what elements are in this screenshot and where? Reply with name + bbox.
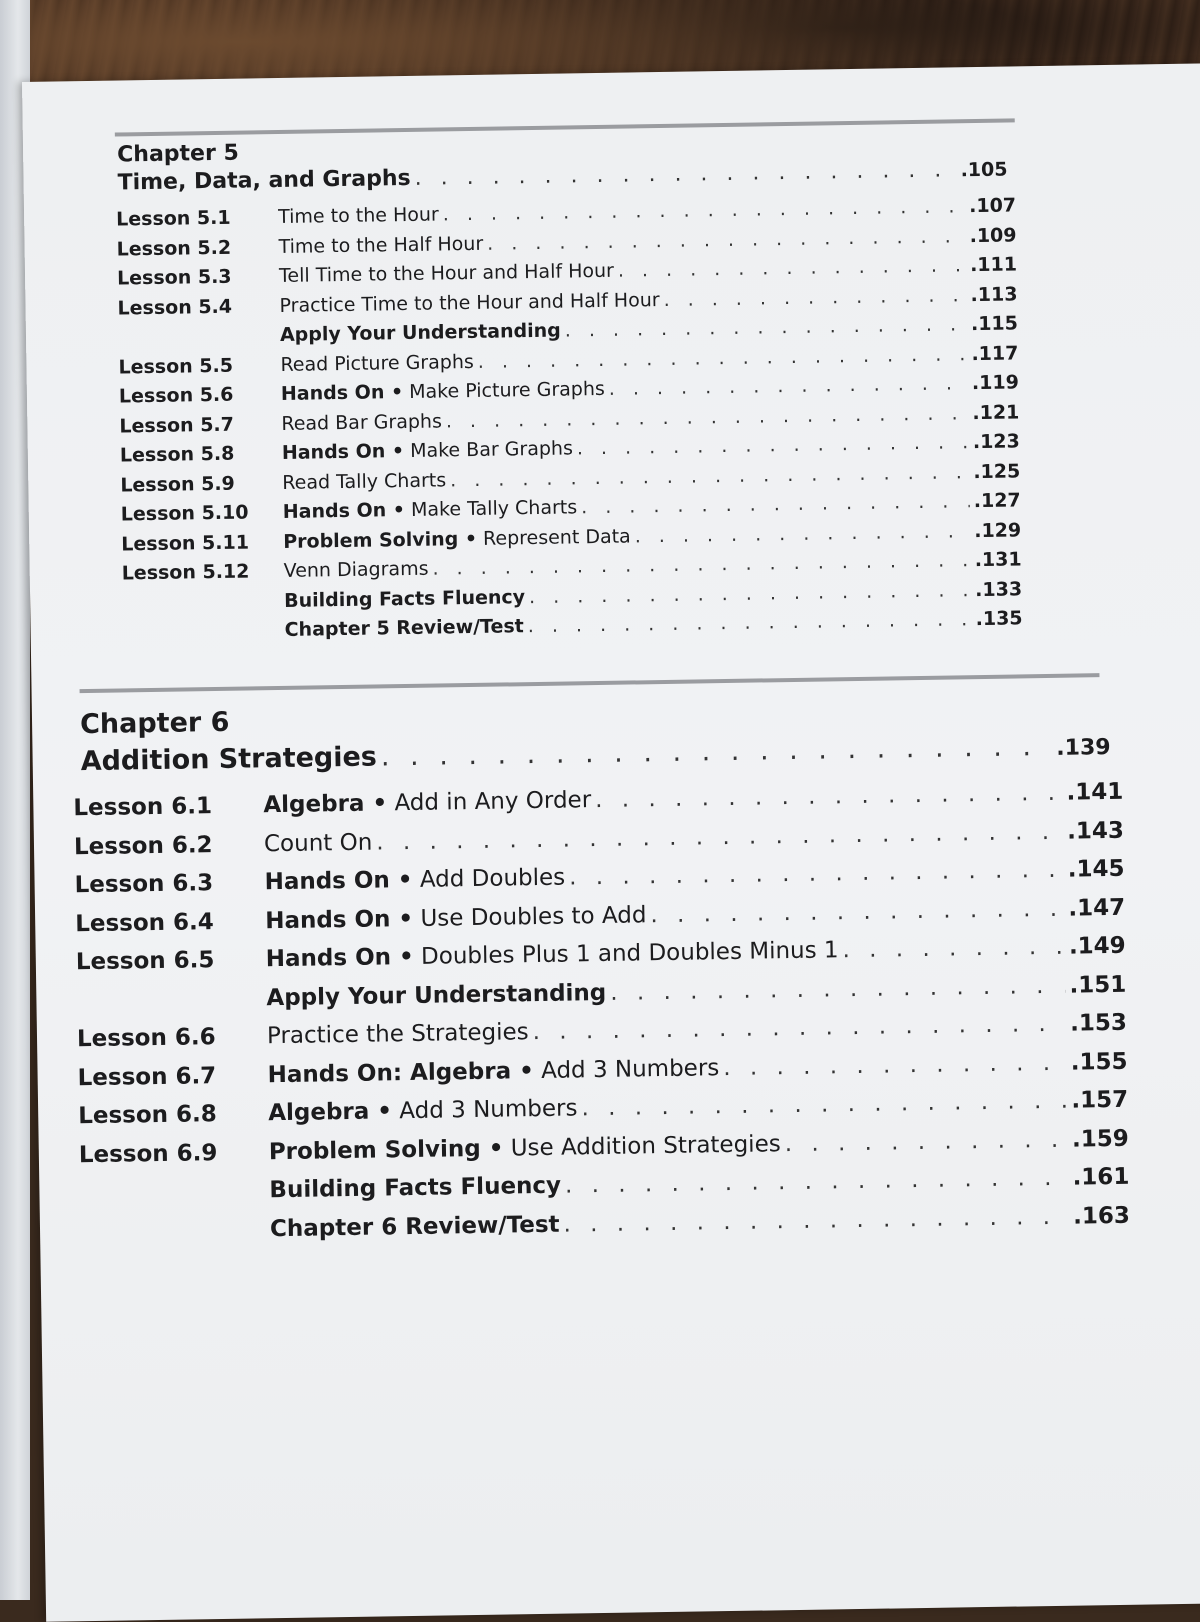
lesson-number: Lesson 5.1	[116, 206, 278, 231]
chapter6-divider	[80, 673, 1100, 693]
leader-dots	[650, 895, 1064, 927]
leader-dots	[565, 313, 968, 341]
lesson-title	[265, 902, 647, 934]
leader-dots	[581, 490, 970, 518]
page-number: .157	[1071, 1087, 1128, 1114]
lesson-title	[267, 1055, 719, 1088]
lesson-title-text: Add 3 Numbers	[392, 1095, 578, 1124]
page-number: .143	[1067, 817, 1124, 844]
lesson-title	[269, 1173, 561, 1204]
lesson-title	[269, 1131, 781, 1165]
leader-dots	[381, 731, 1053, 773]
lesson-title-text: Venn Diagrams	[284, 558, 429, 582]
toc-entry[interactable]	[79, 1125, 1129, 1167]
toc-entry[interactable]	[77, 1010, 1127, 1052]
lesson-title	[281, 410, 442, 435]
leader-dots	[478, 343, 968, 373]
page-number: .151	[1069, 971, 1126, 998]
lesson-title	[280, 320, 561, 346]
page-number: .111	[970, 253, 1017, 276]
lesson-number: Lesson 5.9	[120, 471, 282, 496]
lesson-title-prefix: Hands On •	[265, 905, 413, 933]
lesson-title	[282, 469, 446, 494]
lesson-title	[270, 1211, 560, 1242]
lesson-title	[266, 937, 839, 972]
lesson-title-prefix: Hands On: Algebra •	[267, 1058, 534, 1088]
leader-dots	[529, 579, 971, 608]
toc-entry[interactable]	[75, 894, 1125, 936]
toc-entry[interactable]	[122, 607, 1022, 643]
lesson-number: Lesson 6.8	[78, 1100, 268, 1129]
toc-entry[interactable]	[76, 971, 1126, 1013]
page-number: .107	[969, 194, 1016, 217]
leader-dots	[842, 934, 1065, 963]
lesson-title-prefix: Apply Your Understanding	[280, 320, 561, 346]
lesson-number	[123, 636, 285, 639]
page-number: .135	[975, 607, 1022, 630]
lesson-number: Lesson 6.2	[74, 831, 264, 860]
page-number: .133	[975, 578, 1022, 601]
lesson-title	[280, 350, 474, 375]
leader-dots	[610, 972, 1066, 1005]
lesson-title-text: Read Tally Charts	[282, 469, 446, 494]
leader-dots	[414, 157, 956, 191]
lesson-number: Lesson 6.1	[73, 792, 263, 821]
chapter6-label: Chapter 6	[80, 707, 230, 740]
page-number: .115	[971, 312, 1018, 335]
lesson-title-text: Read Bar Graphs	[281, 410, 442, 435]
leader-dots	[432, 549, 971, 579]
lesson-title-prefix: Chapter 5 Review/Test	[284, 615, 524, 641]
lesson-number: Lesson 5.7	[119, 412, 281, 437]
toc-entry[interactable]	[79, 1164, 1129, 1206]
leader-dots	[609, 372, 968, 400]
lesson-title	[283, 525, 631, 552]
page-number: .123	[973, 430, 1020, 453]
lesson-number: Lesson 5.11	[121, 530, 283, 555]
lesson-number: Lesson 5.6	[119, 383, 281, 408]
leader-dots	[581, 1088, 1067, 1122]
lesson-number	[80, 1197, 270, 1200]
lesson-title-text: Add 3 Numbers	[534, 1055, 720, 1084]
lesson-number: Lesson 6.9	[79, 1139, 269, 1168]
lesson-title-prefix: Hands On •	[266, 944, 414, 972]
lesson-title	[278, 203, 439, 228]
lesson-number	[122, 606, 284, 609]
page-number: .125	[973, 460, 1020, 483]
page-number: .161	[1072, 1164, 1129, 1191]
page-number: .145	[1068, 856, 1125, 883]
lesson-title-text: Add Doubles	[412, 865, 565, 893]
leader-dots	[446, 402, 969, 432]
lesson-number	[118, 341, 280, 344]
leader-dots	[443, 195, 966, 225]
page-number: .147	[1068, 894, 1125, 921]
lesson-title-text: Make Picture Graphs	[403, 378, 605, 403]
lesson-title-prefix: Chapter 6 Review/Test	[270, 1211, 560, 1242]
toc-entry[interactable]	[76, 933, 1126, 975]
page-number: .149	[1069, 933, 1126, 960]
lesson-title-text: Use Addition Strategies	[503, 1131, 781, 1161]
leader-dots	[532, 1011, 1066, 1045]
lesson-title	[282, 437, 573, 464]
lesson-title-prefix: Building Facts Fluency	[284, 586, 525, 612]
toc-entry[interactable]	[74, 856, 1124, 898]
page-number: .105	[960, 159, 1007, 182]
lesson-title	[268, 1095, 578, 1126]
page-number: .163	[1073, 1202, 1130, 1229]
leader-dots	[635, 520, 971, 547]
lesson-title	[266, 979, 606, 1010]
lesson-number	[77, 1005, 267, 1008]
leader-dots	[565, 1165, 1069, 1199]
lesson-title-prefix: Problem Solving •	[283, 527, 477, 552]
lesson-title	[284, 558, 429, 582]
lesson-title-prefix: Building Facts Fluency	[269, 1173, 561, 1204]
lesson-title-text: Make Bar Graphs	[404, 437, 573, 462]
lesson-number: Lesson 5.10	[121, 501, 283, 526]
page-number: .155	[1071, 1048, 1128, 1075]
leader-dots	[595, 780, 1063, 813]
lesson-number: Lesson 5.4	[117, 294, 279, 319]
leader-dots	[376, 818, 1063, 855]
lesson-number: Lesson 5.2	[116, 235, 278, 260]
lesson-title	[263, 787, 591, 818]
lesson-title	[283, 496, 578, 523]
toc-entry[interactable]	[73, 779, 1123, 821]
lesson-title-text: Read Picture Graphs	[280, 350, 474, 375]
page-number: .153	[1070, 1010, 1127, 1037]
leader-dots	[577, 431, 969, 459]
lesson-title-prefix: Algebra •	[263, 790, 387, 818]
toc-entry[interactable]	[74, 817, 1124, 859]
leader-dots	[569, 857, 1064, 891]
lesson-title-text: Doubles Plus 1 and Doubles Minus 1	[414, 937, 839, 970]
page-number: .159	[1072, 1125, 1129, 1152]
lesson-title-text: Tell Time to the Hour and Half Hour	[279, 260, 614, 287]
lesson-number: Lesson 5.12	[122, 560, 284, 585]
chapter5-title-row[interactable]	[117, 157, 1007, 196]
page-number: .141	[1066, 779, 1123, 806]
toc-entry[interactable]	[77, 1048, 1127, 1090]
lesson-title-text: Time to the Half Hour	[278, 232, 483, 257]
leader-dots	[487, 225, 966, 255]
page-number: .131	[975, 548, 1022, 571]
lesson-title-text: Count On	[264, 829, 373, 857]
lesson-number: Lesson 5.5	[118, 353, 280, 378]
lesson-title-prefix: Algebra •	[268, 1098, 392, 1126]
chapter6-title-row[interactable]	[80, 730, 1110, 777]
lesson-title-prefix: Hands On •	[281, 381, 404, 405]
lesson-number: Lesson 6.4	[75, 908, 265, 937]
lesson-title-text: Use Doubles to Add	[413, 902, 647, 932]
lesson-title	[264, 829, 373, 857]
lesson-title-text: Practice Time to the Hour and Half Hour	[279, 289, 659, 317]
lesson-title-text: Represent Data	[477, 525, 631, 549]
chapter5-divider	[115, 118, 1015, 136]
lesson-number: Lesson 6.7	[77, 1062, 267, 1091]
lesson-title	[284, 586, 525, 612]
lesson-title-prefix: Apply Your Understanding	[266, 979, 606, 1010]
lesson-number: Lesson 6.3	[74, 869, 264, 898]
lesson-title-prefix: Problem Solving •	[269, 1135, 504, 1165]
lesson-title	[278, 232, 483, 257]
page-number: .113	[970, 283, 1017, 306]
toc-entry[interactable]	[78, 1087, 1128, 1129]
leader-dots	[618, 254, 967, 281]
lesson-number: Lesson 6.5	[76, 946, 266, 975]
lesson-title-text: Time to the Hour	[278, 203, 439, 228]
page-number: .109	[969, 224, 1016, 247]
lesson-title-text: Make Tally Charts	[405, 496, 578, 521]
leader-dots	[450, 461, 970, 491]
chapter6-title: Addition Strategies	[80, 742, 377, 778]
lesson-title	[267, 1019, 529, 1049]
lesson-title-prefix: Hands On •	[264, 867, 412, 895]
page-number: .119	[972, 371, 1019, 394]
page-number: .139	[1056, 735, 1111, 761]
lesson-number: Lesson 5.3	[117, 265, 279, 290]
lesson-title	[284, 615, 524, 641]
lesson-title	[279, 289, 659, 317]
lesson-title-prefix: Hands On •	[282, 440, 405, 464]
page-number: .121	[972, 401, 1019, 424]
toc-entry[interactable]	[80, 1202, 1130, 1244]
page-number: .117	[971, 342, 1018, 365]
lesson-number	[80, 1236, 270, 1239]
leader-dots	[785, 1126, 1069, 1156]
chapter5-label: Chapter 5	[117, 141, 239, 168]
lesson-title	[279, 260, 614, 287]
lesson-title	[264, 865, 565, 896]
chapter5-title: Time, Data, and Graphs	[117, 166, 410, 196]
lesson-title-prefix: Hands On •	[283, 499, 406, 523]
leader-dots	[723, 1049, 1067, 1080]
lesson-number: Lesson 5.8	[120, 442, 282, 467]
lesson-title	[281, 378, 605, 405]
page-number: .127	[974, 489, 1021, 512]
lesson-title-text: Practice the Strategies	[267, 1019, 529, 1049]
leader-dots	[663, 284, 966, 311]
leader-dots	[528, 608, 972, 637]
page-number: .129	[974, 519, 1021, 542]
lesson-title-text: Add in Any Order	[387, 787, 591, 816]
leader-dots	[563, 1203, 1069, 1237]
lesson-number: Lesson 6.6	[77, 1023, 267, 1052]
toc-page	[22, 63, 1200, 1622]
